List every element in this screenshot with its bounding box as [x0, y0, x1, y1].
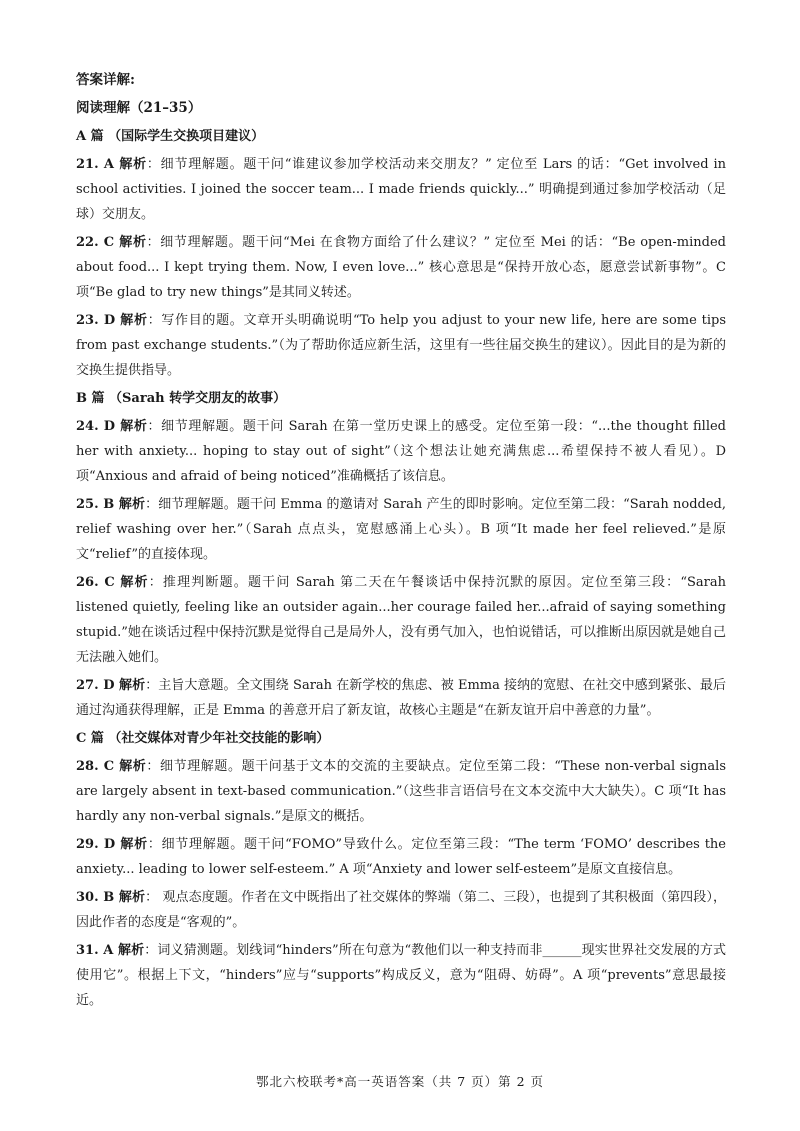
answer-text: ：细节理解题。题干问基于文本的交流的主要缺点。定位至第二段：“These non-verbal signals are largely absent in text-based communication.”（这些非言语信号在文本交流中大大缺失）。C 项“It has hardly any non-verbal signals.”是原文的概括。 — [76, 759, 727, 824]
answer-item-23 — [76, 308, 726, 383]
answer-label: 28. C 解析 — [76, 759, 147, 774]
answer-label: 30. B 解析 — [76, 890, 146, 905]
answer-label: 25. B 解析 — [76, 497, 146, 512]
section-b-heading: B 篇 （Sarah 转学交朋友的故事） — [76, 391, 287, 406]
answer-label: 27. D 解析 — [76, 678, 146, 693]
answer-item-29 — [76, 832, 726, 882]
section-a-heading: A 篇 （国际学生交换项目建议） — [76, 129, 265, 144]
answer-content — [76, 68, 726, 1016]
answer-text: ： 观点态度题。作者在文中既指出了社交媒体的弊端（第二、三段），也提到了其积极面（第四段），因此作者的态度是“客观的”。 — [76, 890, 726, 930]
answer-text: ：细节理解题。题干问“谁建议参加学校活动来交朋友？” 定位至 Lars 的话：“Get involved in school activities. I joined the soccer team... I made friends quickly...” 明确提到通过参加学校活动（足球）交朋友。 — [76, 157, 726, 222]
answer-text: ：写作目的题。文章开头明确说明“To help you adjust to your new life, here are some tips from past exchange students.”（为了帮助你适应新生活，这里有一些往届交换生的建议）。因此目的是为新的交换生提供指导。 — [76, 313, 726, 378]
answer-item-22 — [76, 230, 726, 305]
answer-label: 26. C 解析 — [76, 575, 149, 590]
answer-text: ：词义猜测题。划线词“hinders”所在句意为“教他们以一种支持而非______现实世界社交发展的方式使用它”。根据上下文，“hinders”应与“supports”构成反义，意为“阻碍、妨碍”。A 项“prevents”意思最接近。 — [76, 943, 726, 1008]
answer-item-26 — [76, 570, 726, 670]
page-footer: 鄂北六校联考*高一英语答案（共 7 页）第 2 页 — [255, 1074, 545, 1089]
answer-text: ：细节理解题。题干问“Mei 在食物方面给了什么建议？” 定位至 Mei 的话：“Be open-minded about food... I kept trying them. Now, I even love...” 核心意思是“保持开放心态，愿意尝试新事物”。C 项“Be glad to try new things”是其同义转述。 — [76, 235, 727, 300]
answer-item-30 — [76, 885, 726, 935]
answer-item-31 — [76, 938, 726, 1013]
answer-item-21 — [76, 152, 726, 227]
answer-label: 22. C 解析 — [76, 235, 147, 250]
answer-label: 29. D 解析 — [76, 837, 148, 852]
answer-text: ：细节理解题。题干问 Sarah 在第一堂历史课上的感受。定位至第一段：“...the thought filled her with anxiety... hoping to stay out of sight”（这个想法让她充满焦虑...希望保持不被人看见）。D 项“Anxious and afraid of being noticed”准确概括了该信息。 — [76, 419, 726, 484]
section-c-heading: C 篇 （社交媒体对青少年社交技能的影响） — [76, 731, 330, 746]
answer-label: 23. D 解析 — [76, 313, 148, 328]
answer-item-25 — [76, 492, 726, 567]
doc-title: 答案详解: — [76, 72, 135, 88]
answer-label: 31. A 解析 — [76, 943, 145, 958]
answer-label: 24. D 解析 — [76, 419, 148, 434]
section-range: 阅读理解（21–35） — [76, 100, 202, 116]
answer-text: ：推理判断题。题干问 Sarah 第二天在午餐谈话中保持沉默的原因。定位至第三段：“Sarah listened quietly, feeling like an outsider again...her courage failed her...afraid of saying something stupid.”她在谈话过程中保持沉默是觉得自己是局外人，没有勇气加入，也怕说错话，可以推断出原因就是她自己无法融入她们。 — [76, 575, 727, 665]
answer-text: ：主旨大意题。全文围绕 Sarah 在新学校的焦虑、被 Emma 接纳的宽慰、在社交中感到紧张、最后通过沟通获得理解，正是 Emma 的善意开启了新友谊，故核心主题是“在新友谊开启中善意的力量”。 — [76, 678, 726, 718]
answer-item-24 — [76, 414, 726, 489]
answer-text: ：细节理解题。题干问“FOMO”导致什么。定位至第三段：“The term ‘FOMO’ describes the anxiety... leading to lower self-esteem.” A 项“Anxiety and lower self-esteem”是原文直接信息。 — [76, 837, 726, 877]
answer-item-27 — [76, 673, 726, 723]
answer-text: ：细节理解题。题干问 Emma 的邀请对 Sarah 产生的即时影响。定位至第二段：“Sarah nodded, relief washing over her.”（Sarah 点点头，宽慰感涌上心头）。B 项“It made her feel relieved.”是原文“relief”的直接体现。 — [76, 497, 726, 562]
answer-label: 21. A 解析 — [76, 157, 147, 172]
answer-item-28 — [76, 754, 726, 829]
